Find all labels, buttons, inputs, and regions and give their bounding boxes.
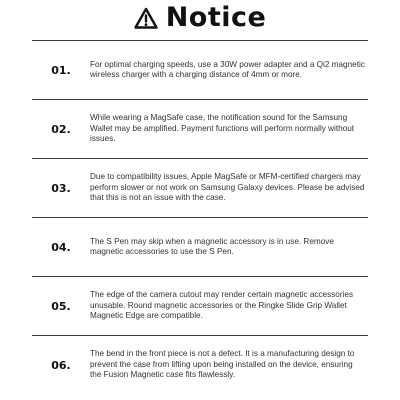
notice-number: 05. [51,299,71,313]
notice-text: Due to compatibility issues, Apple MagSafe or MFM-certified chargers may perform slower or not work on Samsung Galaxy devices. Please be advised that this is not an issue with the case. [90,172,365,203]
notice-text: While wearing a MagSafe case, the notification sound for the Samsung Wallet may be amplified. Payment functions will perform normally without issues. [90,113,355,144]
notice-header [0,0,400,36]
notice-text: The edge of the camera cutout may render certain magnetic accessories unusable. Round magnetic accessories or the Ringke Slide Grip Wallet Magnetic Edge are compatible. [90,290,354,321]
notice-number: 02. [51,122,71,136]
notice-text: The bend in the front piece is not a defect. It is a manufacturing design to prevent the case from lifting upon being installed on the device, ensuring the Fusion Magnetic case fits flawlessly. [90,349,355,380]
notice-number: 03. [51,181,71,195]
notice-list [32,40,368,394]
notice-text: For optimal charging speeds, use a 30W power adapter and a Qi2 magnetic wireless charger with a charging distance of 4mm or more. [90,59,365,79]
notice-item [32,276,368,335]
notice-number: 01. [51,63,71,77]
warning-triangle-icon [134,7,158,29]
notice-number: 06. [51,358,71,372]
notice-item [32,40,368,99]
notice-item [32,217,368,276]
notice-item [32,158,368,217]
notice-text: The S Pen may skip when a magnetic accessory is in use. Remove magnetic accessories to use the S Pen. [90,236,334,256]
notice-item [32,335,368,394]
page-title: Notice [165,2,267,33]
notice-item [32,99,368,158]
notice-number: 04. [51,240,71,254]
